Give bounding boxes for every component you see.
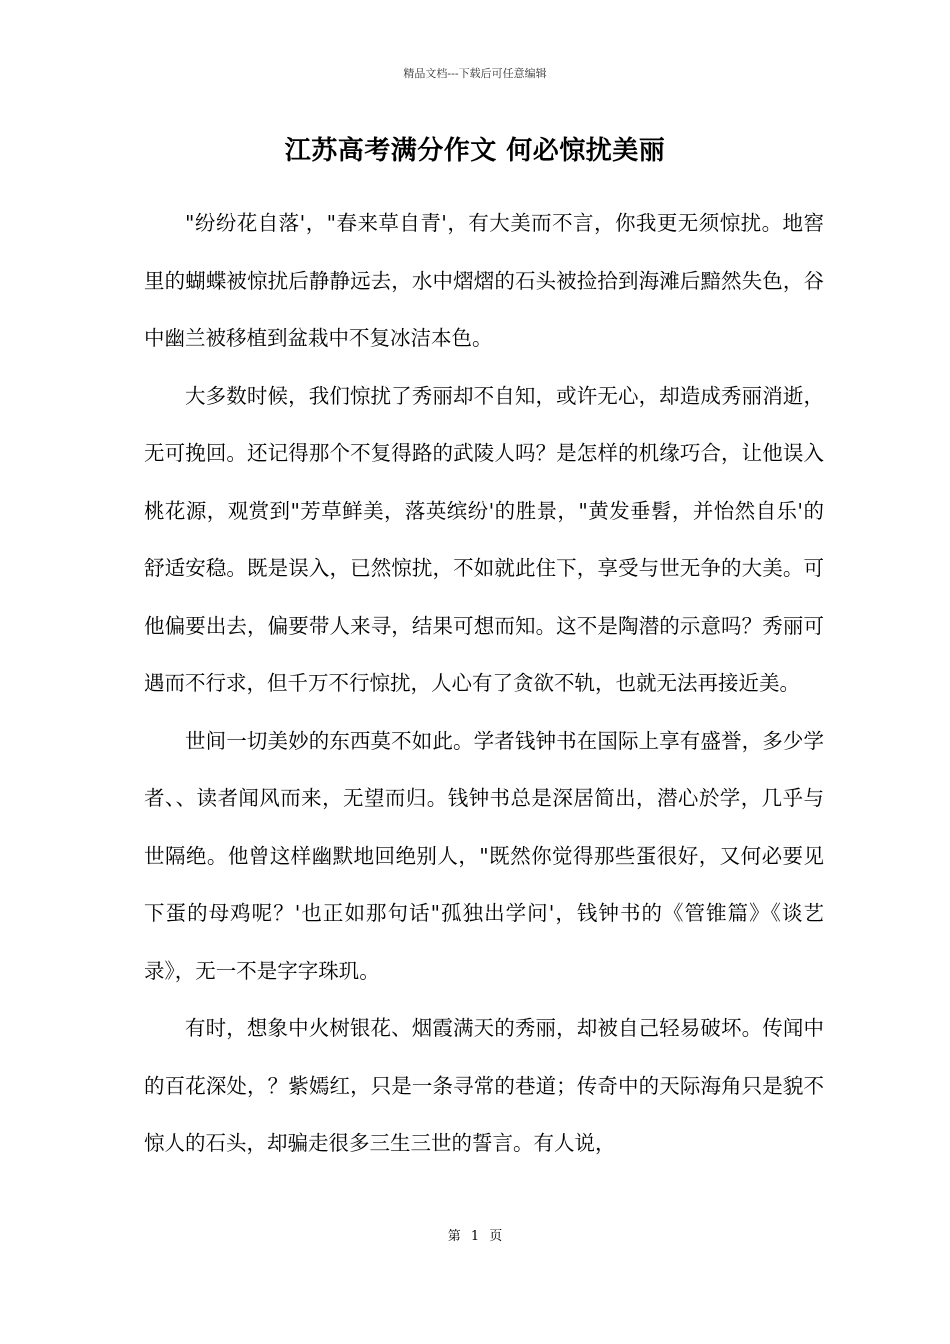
paragraph-3: 世间一切美妙的东西莫不如此。学者钱钟书在国际上享有盛誉，多少学者、、读者闻风而来，无望而归。钱钟书总是深居简出，潜心於学，几乎与世隔绝。他曾这样幽默地回绝别人，"既然你觉得那些蛋很好，又何必要见下蛋的母鸡呢？'也正如那句话"孤独出学问'，钱钟书的《管锥篇》《谈艺录》，无一不是字字珠玑。 — [144, 728, 824, 983]
page-number-prefix: 第 — [447, 1229, 461, 1244]
page-number: 1 — [470, 1229, 480, 1244]
page-footer — [0, 1228, 950, 1246]
paragraph-2: 大多数时候，我们惊扰了秀丽却不自知，或许无心，却造成秀丽消逝，无可挽回。还记得那个不复得路的武陵人吗？是怎样的机缘巧合，让他误入桃花源，观赏到"芳草鲜美，落英缤纷'的胜景，"黄发垂髫，并怡然自乐'的舒适安稳。既是误入，已然惊扰，不如就此住下，享受与世无争的大美。可他偏要出去，偏要带人来寻，结果可想而知。这不是陶潜的示意吗？秀丽可遇而不行求，但千万不行惊扰，人心有了贪欲不轨，也就无法再接近美。 — [144, 383, 824, 695]
document-title: 江苏高考满分作文 何必惊扰美丽 — [284, 136, 666, 166]
page-header: 精品文档---下载后可任意编辑 — [403, 67, 547, 80]
paragraph-1: "纷纷花自落'，"春来草自青'，有大美而不言，你我更无须惊扰。地窖里的蝴蝶被惊扰后静静远去，水中熠熠的石头被捡拾到海滩后黯然失色，谷中幽兰被移植到盆栽中不复冰洁本色。 — [144, 211, 824, 350]
paragraph-4: 有时，想象中火树银花、烟霞满天的秀丽，却被自己轻易破坏。传闻中的百花深处，？紫嫣红，只是一条寻常的巷道；传奇中的天际海角只是貌不惊人的石头，却骗走很多三生三世的誓言。有人说， — [144, 1016, 824, 1155]
page-number-suffix: 页 — [489, 1229, 503, 1244]
document-body — [144, 195, 824, 1173]
